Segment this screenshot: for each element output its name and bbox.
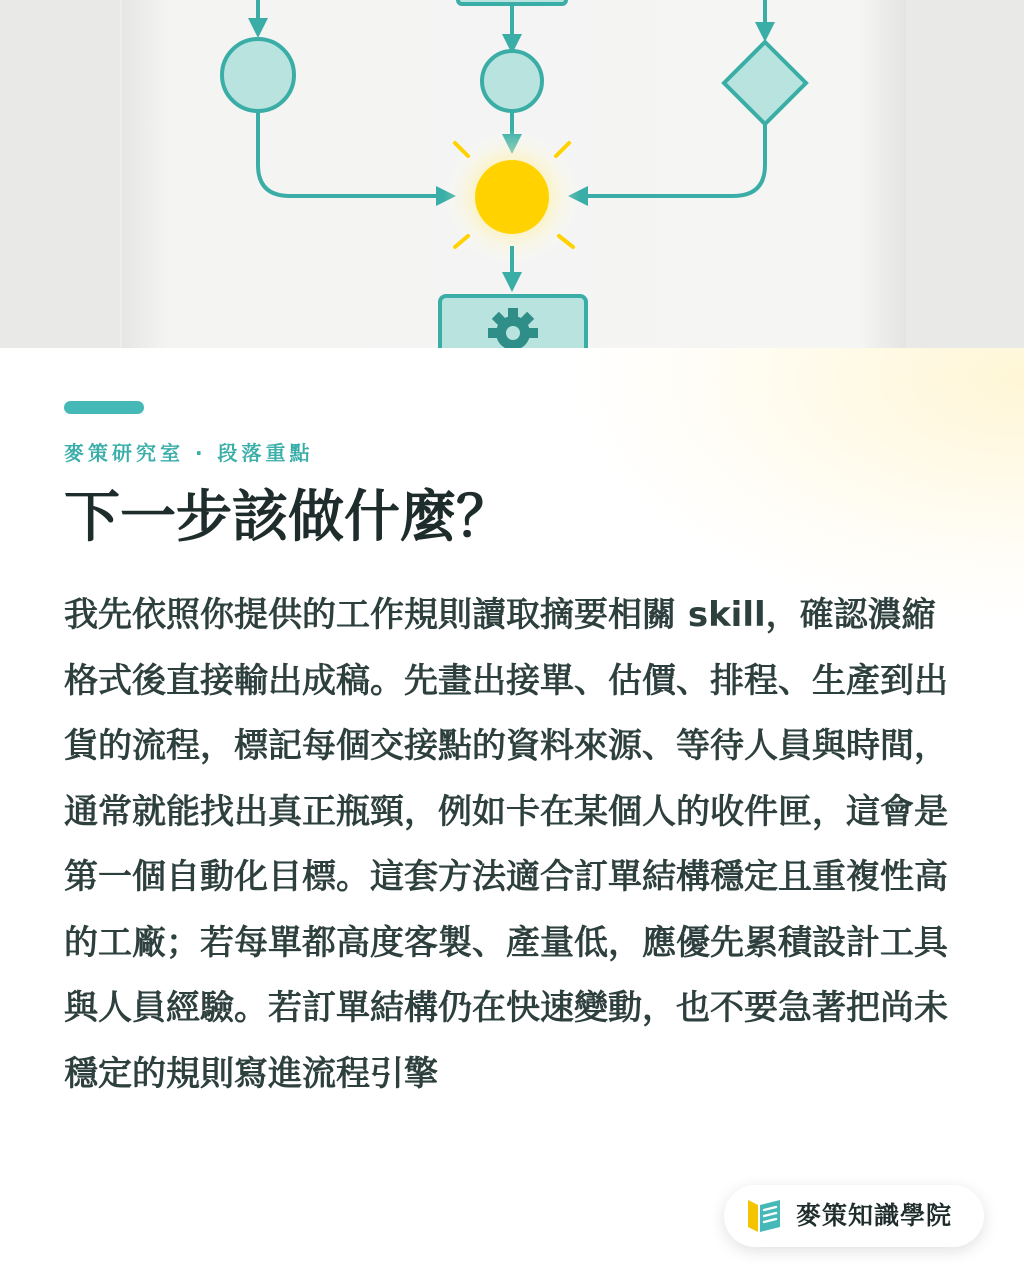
flowchart-illustration (0, 0, 1024, 348)
accent-bar (64, 401, 144, 414)
content-panel (0, 348, 1024, 1280)
lightbulb-sun-icon (444, 129, 580, 265)
hero-illustration (0, 0, 1024, 348)
brand-name: 麥策知識學院 (796, 1201, 953, 1230)
book-logo-icon (744, 1196, 784, 1236)
page-title: 下一步該做什麼？ (64, 485, 512, 550)
brand-badge (724, 1185, 984, 1247)
body-paragraph: 我先依照你提供的工作規則讀取摘要相關 skill，確認濃縮格式後直接輸出成稿。先畫出接單、估價、排程、生產到出貨的流程，標記每個交接點的資料來源、等待人員與時間，通常就能找出真正瓶頸，例如卡在某個人的收件匣，這會是第一個自動化目標。這套方法適合訂單結構穩定且重複性高的工廠；若每單都高度客製、產量低，應優先累積設計工具與人員經驗。若訂單結構仍在快速變動，也不要急著把尚未穩定的規則寫進流程引擎 (64, 595, 948, 1094)
eyebrow-label: 麥策研究室 · 段落重點 (64, 441, 314, 465)
